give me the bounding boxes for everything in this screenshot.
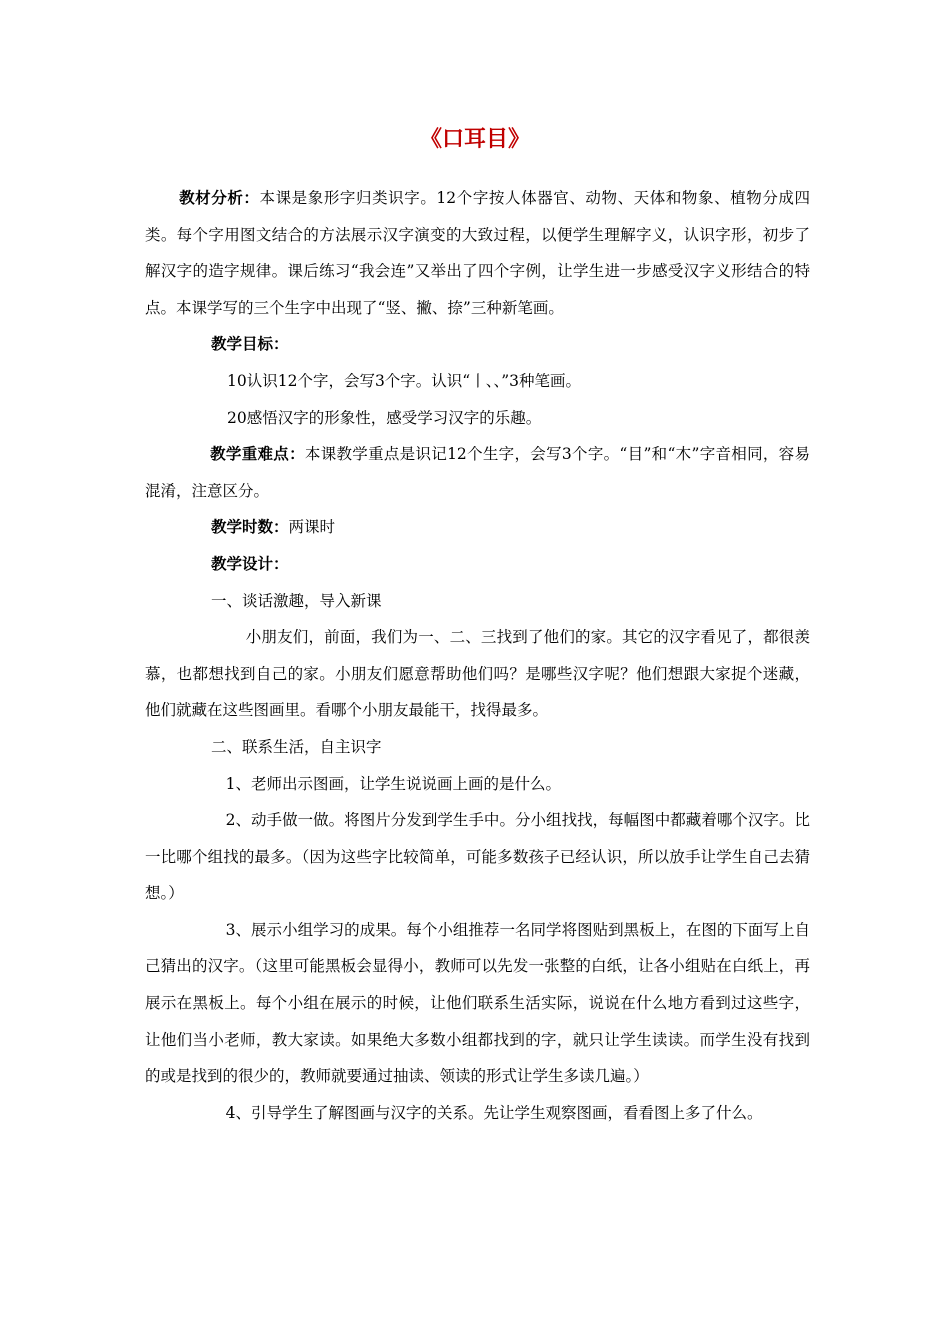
hours-paragraph	[211, 509, 810, 546]
step-4: 4、引导学生了解图画与汉字的关系。先让学生观察图画，看看图上多了什么。	[225, 1103, 763, 1122]
hours-label: 教学时数：	[211, 518, 289, 537]
analysis-paragraph	[145, 180, 810, 326]
key-points-label: 教学重难点：	[210, 445, 305, 464]
key-points-text: 本课教学重点是识记12个生字，会写3个字。“目”和“木”字音相同，容易混淆，注意区分。	[145, 445, 810, 500]
goals-label: 教学目标：	[211, 335, 289, 354]
goal-item-1: 10认识12个字，会写3个字。认识“丨、、”3种笔画。	[227, 371, 582, 390]
section2-heading: 二、联系生活，自主识字	[211, 737, 382, 756]
document-title: 《口耳目》	[419, 127, 530, 152]
key-points-paragraph	[145, 436, 810, 509]
design-label: 教学设计：	[211, 554, 289, 573]
step-3: 3、展示小组学习的成果。每个小组推荐一名同学将图贴到黑板上，在图的下面写上自己猜出的汉字。（这里可能黑板会显得小，教师可以先发一张整的白纸，让各小组贴在白纸上，再展示在黑板上。每个小组在展示的时候，让他们联系生活实际，说说在什么地方看到过这些字，让他们当小老师，教大家读。如果绝大多数小组都找到的字，就只让学生读读。而学生没有找到的或是找到的很少的，教师就要通过抽读、领读的形式让学生多读几遍。）	[145, 920, 810, 1086]
step-2: 2、动手做一做。将图片分发到学生手中。分小组找找，每幅图中都藏着哪个汉字。比一比哪个组找的最多。（因为这些字比较简单，可能多数孩子已经认识，所以放手让学生自己去猜想。）	[145, 811, 810, 903]
analysis-label: 教材分析：	[179, 189, 260, 207]
section1-text: 小朋友们，前面，我们为一、二、三找到了他们的家。其它的汉字看见了，都很羡慕，也都想找到自己的家。小朋友们愿意帮助他们吗？是哪些汉字呢？他们想跟大家捉个迷藏，他们就藏在这些图画里。看哪个小朋友最能干，找得最多。	[145, 628, 810, 720]
goal-item-2: 20感悟汉字的形象性，感受学习汉字的乐趣。	[227, 408, 542, 427]
hours-text: 两课时	[288, 518, 336, 537]
section1-heading: 一、谈话激趣，导入新课	[211, 591, 382, 610]
analysis-text: 本课是象形字归类识字。12个字按人体器官、动物、天体和物象、植物分成四类。每个字用图文结合的方法展示汉字演变的大致过程，以便学生理解字义，认识字形，初步了解汉字的造字规律。课后练习“我会连”又举出了四个字例，让学生进一步感受汉字义形结合的特点。本课学写的三个生字中出现了“竖、撇、捺”三种新笔画。	[145, 189, 810, 317]
step-1: 1、老师出示图画，让学生说说画上画的是什么。	[225, 774, 561, 793]
document-body	[145, 180, 810, 1131]
